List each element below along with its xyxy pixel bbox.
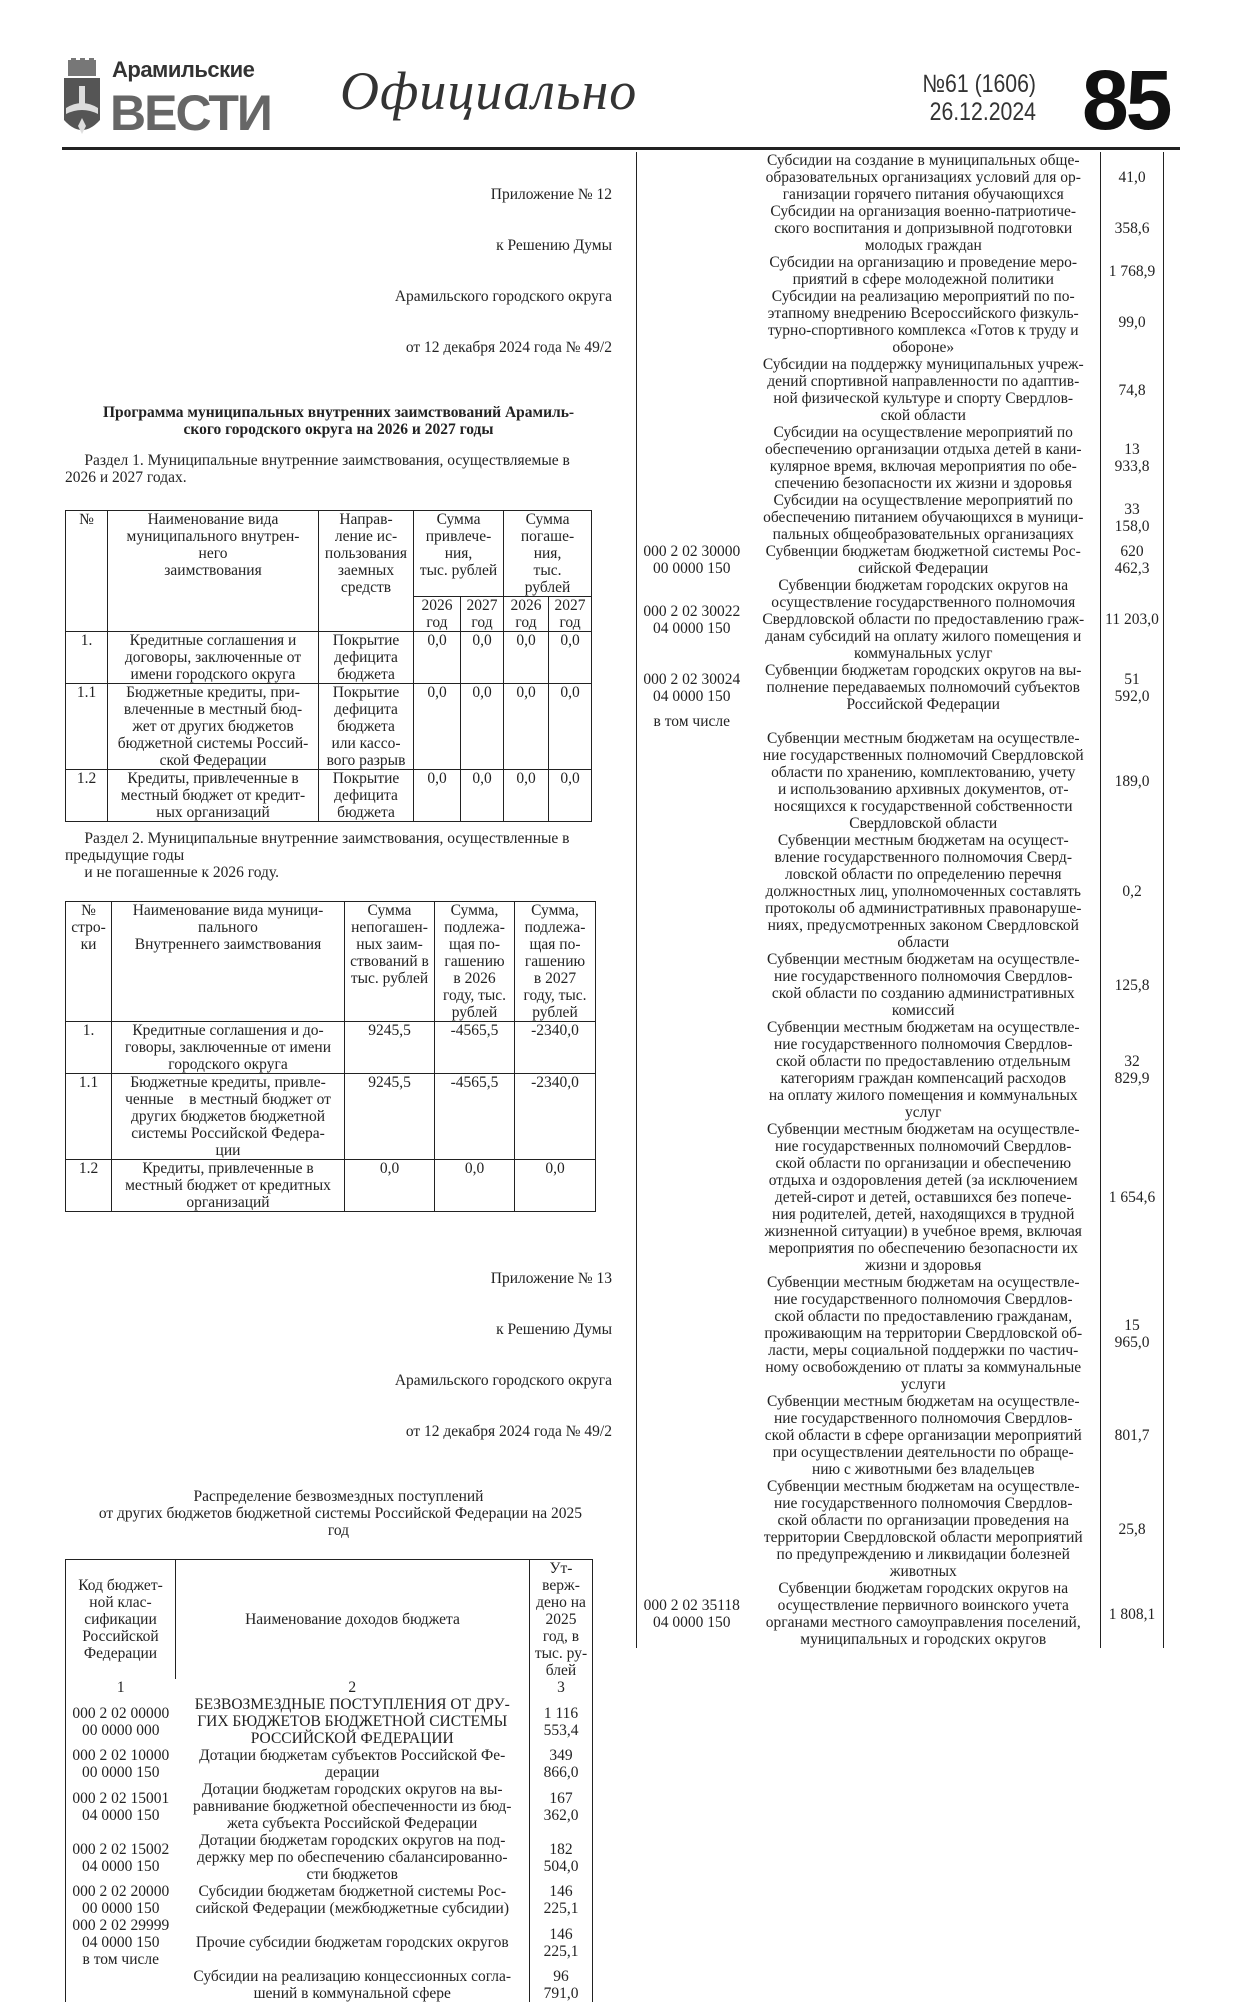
table-row bbox=[66, 1968, 593, 2002]
table-row bbox=[66, 684, 592, 770]
budget-code bbox=[637, 951, 747, 1019]
budget-code bbox=[637, 254, 747, 288]
column-header: Направ- ление ис- пользования заемных средств bbox=[319, 511, 414, 632]
table-row bbox=[637, 730, 1164, 832]
approved-amount: 13 933,8 bbox=[1101, 424, 1164, 492]
budget-code bbox=[637, 1121, 747, 1274]
revenue-name: Субвенции местным бюджетам на осуществле- ние государственного полномочия Свердлов- ской области по организации проведения на территории Свердловской области мероприятий по предупреждению и ликвидации болезней животных bbox=[763, 1478, 1083, 1580]
table-cell: 0,0 bbox=[414, 684, 461, 770]
budget-code bbox=[637, 288, 747, 356]
table-row bbox=[637, 1393, 1164, 1478]
budget-code bbox=[637, 492, 747, 543]
table-cell: 0,0 bbox=[414, 770, 461, 822]
coat-of-arms-icon bbox=[62, 58, 102, 140]
appendix-12-caption bbox=[65, 152, 612, 390]
budget-code bbox=[637, 730, 747, 832]
approved-amount: 33 158,0 bbox=[1101, 492, 1164, 543]
table-row bbox=[66, 1747, 593, 1781]
column-header: Наименование доходов бюджета bbox=[176, 1560, 530, 1680]
revenue-name: Субвенции бюджетам бюджетной системы Рос- сийской Федерации bbox=[765, 543, 1081, 577]
table-row bbox=[637, 1478, 1164, 1580]
masthead-logo bbox=[62, 58, 292, 140]
year-header: 2027 год bbox=[549, 597, 592, 632]
revenue-name: Субсидии на организация военно-патриотиче- ского воспитания и допризывной подготовки молодых граждан bbox=[770, 203, 1077, 254]
table-cell: Покрытие дефицита бюджета или кассо- вого разрыв bbox=[319, 684, 414, 770]
table-row bbox=[637, 288, 1164, 356]
budget-code bbox=[637, 203, 747, 254]
table-cell: 0,0 bbox=[549, 632, 592, 684]
revenue-name: Субвенции местным бюджетам на осущест- вление государственного полномочия Сверд- ловской области по определению перечня должностных лиц, уполномоченных составлять протоколы об административных правонаруше- ниях, предусмотренных законом Свердловской области bbox=[765, 832, 1082, 951]
table-cell: 1.1 bbox=[66, 684, 108, 770]
budget-code: 000 2 02 30022 04 0000 150 bbox=[643, 602, 741, 637]
revenue-name: Субвенции местным бюджетам на осуществле- ние государственного полномочия Свердлов- ской области по предоставлению гражданам, проживающим на территории Свердловской об- ласти, меры социальной поддержки по частич- ному освобождению от платы за коммунальные услуги bbox=[764, 1274, 1083, 1393]
revenue-name: Дотации бюджетам городских округов на под- держку мер по обеспечению сбалансированно- сти бюджетов bbox=[196, 1832, 508, 1883]
table-cell: Кредитные соглашения и до- говоры, заключенные от имени городского округа bbox=[112, 1022, 345, 1074]
approved-amount: 349 866,0 bbox=[530, 1747, 593, 1781]
budget-code bbox=[637, 424, 747, 492]
table-cell: 0,0 bbox=[504, 632, 549, 684]
section-2-heading: Раздел 2. Муниципальные внутренние заимствования, осуществленные в предыдущие годы и не погашенные к 2026 году. bbox=[65, 830, 570, 881]
approved-amount: 11 203,0 bbox=[1101, 577, 1164, 662]
table-row bbox=[637, 577, 1164, 662]
revenue-name: Субвенции местным бюджетам на осуществле- ние государственных полномочий Свердловской области по хранению, комплектованию, учету и использованию архивных документов, от- носящихся к государственной собственности Свердловской области bbox=[762, 730, 1084, 832]
revenue-name: Субсидии на осуществление мероприятий по обеспечению питанием обучающихся в муници- пальных общеобразовательных организациях bbox=[763, 492, 1084, 543]
budget-code bbox=[637, 356, 747, 424]
issue-info bbox=[836, 70, 1036, 126]
revenue-name: Субсидии бюджетам бюджетной системы Рос- сийской Федерации (межбюджетные субсидии) bbox=[195, 1883, 510, 1917]
budget-code bbox=[637, 1478, 747, 1580]
section-title: Официально bbox=[340, 61, 638, 121]
revenue-name: Субвенции местным бюджетам на осуществле- ние государственных полномочий Свердлов- ской области по организации и обеспечению отдыха и оздоровления детей (за исключением детей-сирот и детей, оставшихся без попече- ния родителей, детей, находящихся в трудной жизненной ситуации) в учебное время, включая мероприятия по обеспечению безопасности их жизни и здоровья bbox=[764, 1121, 1082, 1274]
approved-amount: 25,8 bbox=[1101, 1478, 1164, 1580]
page-number: 85 bbox=[1082, 53, 1170, 147]
table-cell: Бюджетные кредиты, при- влеченные в местный бюд- жет от других бюджетов бюджетной системы Россий- ской Федерации bbox=[108, 684, 319, 770]
budget-code: 000 2 02 10000 00 0000 150 bbox=[72, 1747, 170, 1781]
table-row bbox=[66, 1917, 593, 1968]
table-cell: 0,0 bbox=[515, 1160, 596, 1212]
table-cell: 1. bbox=[66, 632, 108, 684]
approved-amount: 0,2 bbox=[1101, 832, 1164, 951]
caption-line: к Решению Думы bbox=[496, 237, 612, 254]
column-header: Наименование вида муниципального внутрен- него заимствования bbox=[108, 511, 319, 632]
revenue-name: БЕЗВОЗМЕЗДНЫЕ ПОСТУПЛЕНИЯ ОТ ДРУ- ГИХ БЮДЖЕТОВ БЮДЖЕТНОЙ СИСТЕМЫ РОССИЙСКОЙ ФЕДЕРАЦИИ bbox=[194, 1696, 510, 1747]
table-row bbox=[637, 1019, 1164, 1121]
table-cell: 9245,5 bbox=[345, 1074, 435, 1160]
table-cell: 0,0 bbox=[461, 770, 504, 822]
revenue-name: Субсидии на реализацию мероприятий по по- этапному внедрению Всероссийского физкуль- турно-спортивного комплекса «Готов к труду и обороне» bbox=[767, 288, 1079, 356]
table-row bbox=[66, 1883, 593, 1917]
approved-amount: 167 362,0 bbox=[530, 1781, 593, 1832]
budget-code bbox=[637, 152, 747, 203]
revenue-name: Субсидии на организацию и проведение меро- приятий в сфере молодежной политики bbox=[769, 254, 1078, 288]
table-row bbox=[66, 1696, 593, 1747]
column-header: Сумма привлече- ния, тыс. рублей bbox=[414, 511, 504, 597]
table-cell: 1. bbox=[66, 1022, 112, 1074]
approved-amount: 99,0 bbox=[1101, 288, 1164, 356]
table-row bbox=[637, 424, 1164, 492]
approved-amount: 15 965,0 bbox=[1101, 1274, 1164, 1393]
table-cell: 0,0 bbox=[414, 632, 461, 684]
budget-code: 000 2 02 30024 04 0000 150 bbox=[643, 670, 741, 705]
caption-line: к Решению Думы bbox=[496, 1321, 612, 1338]
table-cell: 0,0 bbox=[549, 684, 592, 770]
table-row bbox=[637, 152, 1164, 203]
table-row bbox=[66, 1832, 593, 1883]
table-cell: 1.2 bbox=[66, 770, 108, 822]
year-header: 2026 год bbox=[414, 597, 461, 632]
approved-amount: 125,8 bbox=[1101, 951, 1164, 1019]
logo-line2: ВЕСТИ bbox=[110, 85, 271, 141]
year-header: 2026 год bbox=[504, 597, 549, 632]
year-header: 2027 год bbox=[461, 597, 504, 632]
approved-amount: 74,8 bbox=[1101, 356, 1164, 424]
approved-amount: 146 225,1 bbox=[530, 1883, 593, 1917]
caption-line: от 12 декабря 2024 года № 49/2 bbox=[405, 1423, 612, 1440]
budget-code: 000 2 02 15001 04 0000 150 bbox=[72, 1789, 170, 1824]
budget-code: 000 2 02 20000 00 0000 150 bbox=[72, 1883, 170, 1917]
caption-line: Арамильского городского округа bbox=[394, 1372, 612, 1389]
revenue-name: Прочие субсидии бюджетам городских округов bbox=[195, 1934, 509, 1951]
table-row bbox=[637, 951, 1164, 1019]
budget-code bbox=[66, 1968, 176, 2002]
revenue-name: Субвенции бюджетам городских округов на вы- полнение передаваемых полномочий субъектов Российской Федерации bbox=[765, 662, 1082, 713]
program-title: Программа муниципальных внутренних заимствований Арамиль- ского городского округа на 2026 и 2027 годы bbox=[102, 404, 575, 438]
revenue-table-right bbox=[636, 152, 1164, 1648]
table-row bbox=[66, 1160, 596, 1212]
distribution-title: Распределение безвозмездных поступлений от других бюджетов бюджетной системы Российской Федерации на 2025 год bbox=[98, 1488, 583, 1539]
table-cell: 1.1 bbox=[66, 1074, 112, 1160]
table-cell: Покрытие дефицита бюджета bbox=[319, 770, 414, 822]
table-cell: Кредиты, привлеченные в местный бюджет от кредит- ных организаций bbox=[108, 770, 319, 822]
table-cell: -4565,5 bbox=[435, 1074, 515, 1160]
revenue-name: Дотации бюджетам городских округов на вы- равнивание бюджетной обеспеченности из бюд- жета субъекта Российской Федерации bbox=[193, 1781, 512, 1832]
table-cell: 9245,5 bbox=[345, 1022, 435, 1074]
table-cell: Бюджетные кредиты, привле- ченные в местный бюджет от других бюджетов бюджетной системы Российской Федера- ции bbox=[112, 1074, 345, 1160]
approved-amount: 1 116 553,4 bbox=[530, 1696, 593, 1747]
table-row bbox=[637, 1274, 1164, 1393]
issue-number: №61 (1606) bbox=[922, 70, 1036, 98]
budget-code: 000 2 02 00000 00 0000 000 bbox=[72, 1704, 170, 1739]
table-header-row bbox=[66, 902, 596, 1022]
table-cell: 0,0 bbox=[504, 684, 549, 770]
approved-amount: 41,0 bbox=[1101, 152, 1164, 203]
budget-code: 000 2 02 35118 04 0000 150 bbox=[643, 1597, 740, 1631]
revenue-table-left bbox=[65, 1559, 593, 2002]
budget-code bbox=[637, 1019, 747, 1121]
column-number: 2 bbox=[348, 1679, 357, 1696]
column-header: Сумма погаше- ния, тыс. рублей bbox=[504, 511, 592, 597]
caption-line: от 12 декабря 2024 года № 49/2 bbox=[405, 339, 612, 356]
table-row bbox=[66, 1022, 596, 1074]
table-cell: 1.2 bbox=[66, 1160, 112, 1212]
outstanding-borrowings-table bbox=[65, 901, 596, 1212]
table-row bbox=[637, 356, 1164, 424]
column-header: Сумма, подлежа- щая по- гашению в 2026 году, тыс. рублей bbox=[435, 902, 515, 1022]
budget-code: 000 2 02 29999 04 0000 150 в том числе bbox=[72, 1917, 170, 1968]
table-cell: 0,0 bbox=[461, 684, 504, 770]
column-number-row bbox=[66, 1679, 593, 1696]
caption-line: Приложение № 13 bbox=[490, 1270, 612, 1287]
approved-amount: 189,0 bbox=[1101, 730, 1164, 832]
budget-code bbox=[637, 832, 747, 951]
table-row bbox=[66, 1781, 593, 1832]
budget-code bbox=[637, 1274, 747, 1393]
header-rule bbox=[62, 147, 1180, 150]
approved-amount: 32 829,9 bbox=[1101, 1019, 1164, 1121]
revenue-name bbox=[747, 713, 1101, 730]
table-cell: -2340,0 bbox=[515, 1022, 596, 1074]
table-cell: -2340,0 bbox=[515, 1074, 596, 1160]
column-header: № bbox=[66, 511, 108, 632]
budget-code: 000 2 02 30000 00 0000 150 bbox=[643, 543, 741, 577]
logo-line1: Арамильские bbox=[112, 57, 255, 82]
approved-amount: 1 654,6 bbox=[1101, 1121, 1164, 1274]
approved-amount: 1 768,9 bbox=[1101, 254, 1164, 288]
table-row bbox=[637, 832, 1164, 951]
left-column bbox=[65, 152, 612, 2002]
approved-amount: 801,7 bbox=[1101, 1393, 1164, 1478]
column-header: Код бюджет- ной клас- сификации Российской Федерации bbox=[66, 1560, 176, 1680]
approved-amount: 1 808,1 bbox=[1101, 1580, 1164, 1648]
table-row bbox=[637, 543, 1164, 577]
table-header-row bbox=[66, 1560, 593, 1680]
approved-amount bbox=[1101, 713, 1164, 730]
table-row bbox=[66, 632, 592, 684]
table-row bbox=[637, 254, 1164, 288]
revenue-name: Субвенции местным бюджетам на осуществле- ние государственного полномочия Свердлов- ской области по созданию административных комиссий bbox=[767, 951, 1080, 1019]
revenue-name: Субсидии на осуществление мероприятий по обеспечению организации отдыха детей в кани- кулярное время, включая мероприятия по обе- спечению безопасности их жизни и здоровья bbox=[764, 424, 1082, 492]
table-cell: 0,0 bbox=[345, 1160, 435, 1212]
table-row bbox=[637, 1121, 1164, 1274]
budget-code bbox=[637, 1393, 747, 1478]
column-header: Сумма, подлежа- щая по- гашению в 2027 году, тыс. рублей bbox=[515, 902, 596, 1022]
revenue-name: Субсидии на поддержку муниципальных учреж- дений спортивной направленности по адаптив- ной физической культуре и спорту Свердлов- ской области bbox=[762, 356, 1084, 424]
table-row bbox=[637, 492, 1164, 543]
budget-code: в том числе bbox=[653, 713, 730, 730]
approved-amount: 96 791,0 bbox=[530, 1968, 593, 2002]
caption-line: Арамильского городского округа bbox=[394, 288, 612, 305]
table-row bbox=[637, 713, 1164, 730]
appendix-13-caption bbox=[65, 1236, 612, 1474]
table-cell: -4565,5 bbox=[435, 1022, 515, 1074]
caption-line: Приложение № 12 bbox=[490, 186, 612, 203]
column-number: 3 bbox=[530, 1679, 593, 1696]
approved-amount: 358,6 bbox=[1101, 203, 1164, 254]
table-cell: Кредитные соглашения и договоры, заключенные от имени городского округа bbox=[108, 632, 319, 684]
revenue-name: Субсидии на реализацию концессионных согла- шений в коммунальной сфере bbox=[193, 1968, 512, 2002]
table-cell: 0,0 bbox=[435, 1160, 515, 1212]
table-row bbox=[637, 203, 1164, 254]
table-header-row bbox=[66, 511, 592, 597]
approved-amount: 182 504,0 bbox=[530, 1832, 593, 1883]
issue-date: 26.12.2024 bbox=[929, 98, 1036, 126]
column-header: Сумма непогашен- ных заим- ствований в тыс. рублей bbox=[345, 902, 435, 1022]
table-cell: 0,0 bbox=[461, 632, 504, 684]
table-cell: 0,0 bbox=[504, 770, 549, 822]
column-header: № стро- ки bbox=[66, 902, 112, 1022]
revenue-name: Субвенции местным бюджетам на осуществле- ние государственного полномочия Свердлов- ской области по предоставлению отдельным категориям граждан компенсаций расходов на оплату жилого помещения и коммунальных услуг bbox=[767, 1019, 1080, 1121]
table-row bbox=[637, 662, 1164, 713]
approved-amount: 51 592,0 bbox=[1101, 662, 1164, 713]
table-cell: Кредиты, привлеченные в местный бюджет от кредитных организаций bbox=[112, 1160, 345, 1212]
column-number: 1 bbox=[116, 1679, 125, 1696]
table-cell: Покрытие дефицита бюджета bbox=[319, 632, 414, 684]
budget-code: 000 2 02 15002 04 0000 150 bbox=[72, 1840, 170, 1875]
table-row bbox=[66, 770, 592, 822]
table-cell: 0,0 bbox=[549, 770, 592, 822]
column-header: Наименование вида муници- пального Внутреннего заимствования bbox=[112, 902, 345, 1022]
revenue-name: Субвенции местным бюджетам на осуществле- ние государственного полномочия Свердлов- ской области в сфере организации мероприятий при осуществлении деятельности по обраще- нию с животными без владельцев bbox=[764, 1393, 1082, 1478]
column-header: Ут- верж- дено на 2025 год, в тыс. ру- блей bbox=[530, 1560, 593, 1680]
revenue-name: Субсидии на создание в муниципальных обще- образовательных организациях условий для ор- ганизации горячего питания обучающихся bbox=[765, 152, 1081, 203]
revenue-name: Субвенции бюджетам городских округов на осуществление первичного воинского учета органами местного самоуправления поселений, муниципальных и городских округов bbox=[765, 1580, 1081, 1648]
approved-amount: 146 225,1 bbox=[530, 1917, 593, 1968]
section-1-heading: Раздел 1. Муниципальные внутренние заимствования, осуществляемые в 2026 и 2027 годах. bbox=[65, 452, 570, 486]
revenue-name: Дотации бюджетам субъектов Российской Фе- дерации bbox=[199, 1747, 506, 1781]
approved-amount: 620 462,3 bbox=[1101, 543, 1164, 577]
borrowings-table-2026-2027 bbox=[65, 510, 592, 822]
revenue-name: Субвенции бюджетам городских округов на осуществление государственного полномочия Свердловской области по предоставлению граж- данам субсидий на оплату жилого помещения и коммунальных услуг bbox=[762, 577, 1085, 662]
table-row bbox=[66, 1074, 596, 1160]
table-row bbox=[637, 1580, 1164, 1648]
